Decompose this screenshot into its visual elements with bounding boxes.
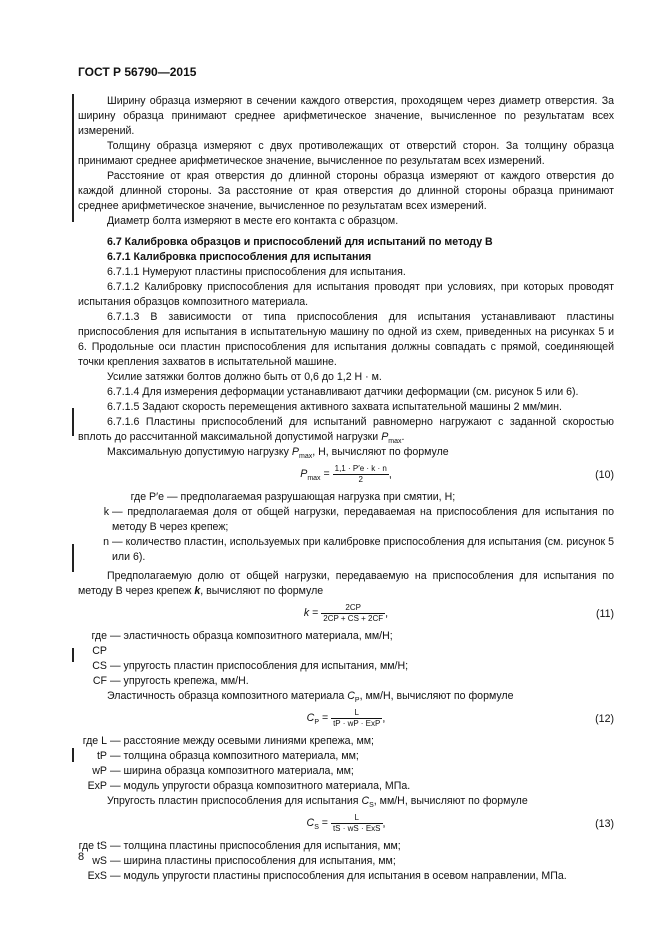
- paragraph: Эластичность образца композитного материала $C_P$, мм/Н, вычисляют по формуле: [107, 690, 514, 705]
- where-symbol: n: [103, 536, 109, 548]
- paragraph: Предполагаемую долю от общей нагрузки, передаваемую на приспособления для испытания по методу В через крепеж k, вычисляют по формуле: [78, 570, 614, 597]
- formula-numerator: L: [331, 813, 383, 824]
- paragraph: 6.7.1.4 Для измерения деформации устанавливают датчики деформации (см. рисунок 5 или 6).: [107, 386, 579, 398]
- paragraph-text: Максимальную допустимую нагрузку: [107, 446, 289, 458]
- where-symbol: CS: [92, 660, 107, 672]
- document-header: ГОСТ Р 56790—2015: [78, 65, 197, 79]
- paragraph-text: Упругость пластин приспособления для испытания: [107, 795, 359, 807]
- where-text: — ширина образца композитного материала, мм;: [110, 765, 354, 777]
- subsection-heading: 6.7.1 Калибровка приспособления для испытания: [107, 251, 372, 263]
- paragraph-text: Эластичность образца композитного материала: [107, 690, 345, 702]
- formula-denominator: tP · wP · ExP: [333, 719, 381, 728]
- change-bar: [72, 408, 74, 436]
- formula-denominator: 2: [358, 475, 363, 484]
- paragraph-text: , мм/Н, вычисляют по формуле: [373, 795, 528, 807]
- where-text: — модуль упругости пластины приспособления для испытания в осевом направлении, МПа.: [110, 870, 567, 882]
- where-text: — упругость крепежа, мм/Н.: [110, 675, 249, 687]
- change-bar: [72, 94, 74, 222]
- where-text: — количество пластин, используемых при калибровке приспособления для испытания (см. рисунок 5 или 6).: [112, 536, 614, 563]
- paragraph-text: , мм/Н, вычисляют по формуле: [359, 690, 514, 702]
- where-text: — толщина образца композитного материала, мм;: [110, 750, 359, 762]
- where-text: — модуль упругости образца композитного материала, МПа.: [110, 780, 411, 792]
- formula-number: (13): [595, 818, 614, 830]
- paragraph: Упругость пластин приспособления для испытания $C_S$, мм/Н, вычисляют по формуле: [107, 795, 528, 810]
- formula-number: (10): [595, 469, 614, 481]
- paragraph: 6.7.1.3 В зависимости от типа приспособления для испытания устанавливают пластины приспособления для испытания в испытательную машину по одной из схем, приведенных на рисунках 5 и 6. Продольные оси пластин приспособления для испытания должны совпадать с прямой, соединяющей точки крепления захватов в испытательной машине.: [78, 311, 614, 368]
- paragraph-text: 6.7.1.6 Пластины приспособлений для испытаний равномерно нагружают с заданной скоростью вплоть до рассчитанной максимальной допустимой нагрузки: [78, 416, 614, 443]
- formula-12: $C_P$ = $\frac{L}{\text{tP · wP · ExP}}$ , (12): [306, 708, 614, 728]
- paragraph-text: Предполагаемую долю от общей нагрузки, передаваемую на приспособления для испытания по методу В через крепеж: [78, 570, 614, 597]
- where-text: — упругость пластин приспособления для испытания, мм/Н;: [110, 660, 409, 672]
- formula-11: k = $\frac{2CP}{2CP + CS + 2CF}$ , (11): [303, 603, 614, 623]
- paragraph: Толщину образца измеряют с двух противолежащих от отверстий сторон. За толщину образца принимают среднее арифметическое значение, вычисленное по результатам всех измерений.: [78, 140, 614, 167]
- where-text: — предполагаемая доля от общей нагрузки, передаваемая на приспособления для испытания по методу В через крепеж;: [112, 506, 614, 533]
- where-text: — эластичность образца композитного материала, мм/Н;: [110, 630, 393, 642]
- formula-numerator: L: [331, 708, 382, 719]
- where-symbol: wP: [92, 765, 107, 777]
- where-symbol: wS: [92, 855, 107, 867]
- where-text: — толщина пластины приспособления для испытания, мм;: [110, 840, 401, 852]
- where-list: [78, 839, 614, 884]
- formula-number: (12): [595, 713, 614, 725]
- formula-denominator: 2CP + CS + 2CF: [323, 614, 384, 623]
- paragraph: 6.7.1.1 Нумеруют пластины приспособления для испытания.: [107, 266, 406, 278]
- formula-numerator: 2CP: [321, 603, 385, 614]
- where-text: — предполагаемая разрушающая нагрузка при смятии, Н;: [167, 491, 456, 503]
- where-symbol: tP: [96, 750, 107, 762]
- where-symbol: k: [103, 506, 109, 518]
- formula-13: $C_S$ = $\frac{L}{\text{tS · wS · ExS}}$ , (13): [306, 813, 614, 833]
- paragraph-text: , вычисляют по формуле: [200, 585, 324, 597]
- paragraph-text: , Н, вычисляют по формуле: [312, 446, 449, 458]
- paragraph: 6.7.1.5 Задают скорость перемещения активного захвата испытательной машины 2 мм/мин.: [107, 401, 562, 413]
- where-symbol: CF: [92, 675, 107, 687]
- where-symbol: где tS: [78, 840, 107, 852]
- where-list: [78, 490, 614, 565]
- paragraph: Максимальную допустимую нагрузку $P_{max}$, Н, вычисляют по формуле: [107, 446, 449, 461]
- formula-lhs: $P_{max}$ =: [300, 468, 333, 483]
- paragraph: Усилие затяжки болтов должно быть от 0,6 до 1,2 Н · м.: [107, 371, 382, 383]
- page-content: [78, 94, 614, 884]
- formula-numerator: 1,1 · P′e · k · n: [334, 464, 387, 473]
- where-text: — ширина пластины приспособления для испытания, мм;: [110, 855, 396, 867]
- formula-denominator: tS · wS · ExS: [332, 824, 381, 833]
- paragraph: 6.7.1.6 Пластины приспособлений для испытаний равномерно нагружают с заданной скоростью вплоть до рассчитанной максимальной допустимой нагрузки $P_{max}$.: [78, 416, 614, 446]
- change-bar: [72, 748, 74, 762]
- where-list: [78, 734, 614, 794]
- change-bar: [72, 648, 74, 662]
- formula-number: (11): [595, 608, 614, 620]
- where-symbol: где L: [82, 735, 107, 747]
- where-symbol: где P′e: [130, 491, 164, 503]
- paragraph: Ширину образца измеряют в сечении каждого отверстия, проходящем через диаметр отверстия. За ширину образца принимают среднее арифметическое значение, вычисленное по результатам всех измерений.: [78, 95, 614, 137]
- where-symbol: где CP: [91, 630, 107, 657]
- where-symbol: ExS: [87, 870, 107, 882]
- paragraph: Расстояние от края отверстия до длинной стороны образца измеряют от каждого отверстия до каждой длинной стороны. За расстояние от края отверстия до длинной стороны образца принимают среднее арифметическое значение, вычисленное по результатам всех измерений.: [78, 170, 614, 212]
- where-text: — расстояние между осевыми линиями крепежа, мм;: [110, 735, 374, 747]
- paragraph: 6.7.1.2 Калибровку приспособления для испытания проводят при условиях, при которых проводят испытания образцов композитного материала.: [78, 281, 614, 308]
- page-number: 8: [78, 851, 85, 863]
- formula-10: $P_{max}$ = $\frac{1,1 \cdot P'e \cdot k \cdot n}{2}$ , (10): [300, 464, 614, 484]
- where-list: [78, 629, 614, 689]
- change-bar: [72, 544, 74, 572]
- where-symbol: ExP: [87, 780, 107, 792]
- section-heading: 6.7 Калибровка образцов и приспособлений для испытаний по методу В: [107, 236, 493, 248]
- paragraph: Диаметр болта измеряют в месте его контакта с образцом.: [107, 215, 399, 227]
